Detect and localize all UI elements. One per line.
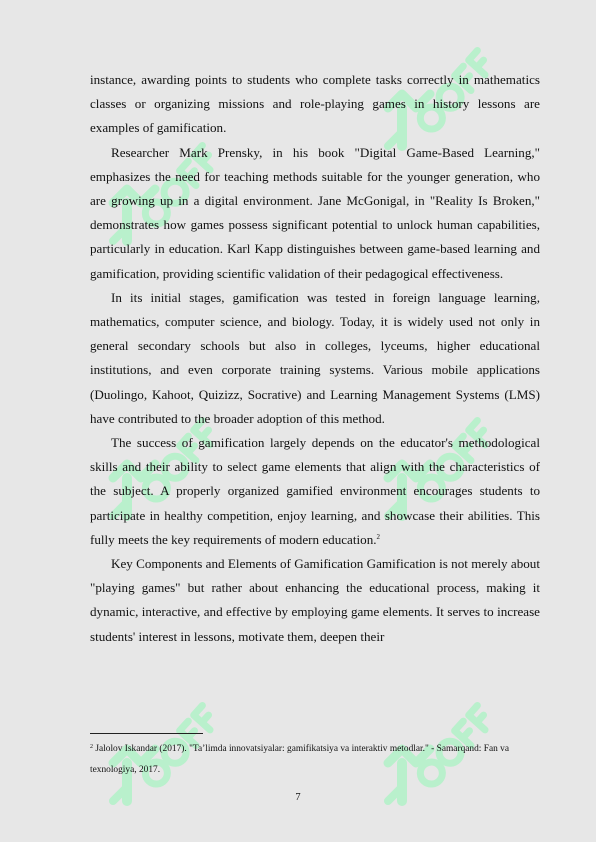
footnote-reference: 2: [376, 532, 381, 541]
footnote: [90, 739, 540, 780]
footnote-text: Jalolov Iskandar (2017). "Ta’limda innovatsiyalar: gamifikatsiya va interaktiv metodlar." - Samarqand: Fan va texnologiya, 2017.: [90, 744, 509, 775]
page-number: 7: [295, 792, 301, 803]
paragraph: [90, 552, 540, 649]
paragraph: [90, 286, 540, 431]
paragraph: [90, 68, 540, 141]
paragraph-text: The success of gamification largely depends on the educator's methodological skills and their ability to select game elements that align with the characteristics of the subject. A properly organized gamified environment encourages students to participate in healthy competition, enjoy learning, and showcase their abilities. This fully meets the key requirements of modern education.: [90, 435, 540, 547]
footnote-separator: [90, 733, 203, 734]
paragraph-text: instance, awarding points to students who complete tasks correctly in mathematics classes or organizing missions and role-playing games in history lessons are examples of gamification.: [90, 72, 540, 136]
body-text: [90, 68, 540, 649]
paragraph-text: Researcher Mark Prensky, in his book "Digital Game-Based Learning," emphasizes the need for teaching methods suitable for the younger generation, who are growing up in a digital environment. Jane McGonigal, in "Reality Is Broken," demonstrates how games possess significant potential to unlock human capabilities, particularly in education. Karl Kapp distinguishes between game-based learning and gamification, providing scientific validation of their pedagogical effectiveness.: [90, 144, 540, 281]
paragraph-text: Key Components and Elements of Gamification Gamification is not merely about "playing games" but rather about enhancing the educational process, making it dynamic, interactive, and effective by employing game elements. It serves to increase students' interest in lessons, motivate them, deepen their: [90, 556, 540, 644]
paragraph-text: In its initial stages, gamification was tested in foreign language learning, mathematics, computer science, and biology. Today, it is widely used not only in general secondary schools but also in colleges, lyceums, higher educational institutions, and even corporate training systems. Various mobile applications (Duolingo, Kahoot, Quizizz, Socrative) and Learning Management Systems (LMS) have contributed to the broader adoption of this method.: [90, 289, 540, 426]
paragraph: [90, 141, 540, 286]
paragraph: [90, 431, 540, 552]
footnote-marker: 2: [90, 744, 93, 750]
